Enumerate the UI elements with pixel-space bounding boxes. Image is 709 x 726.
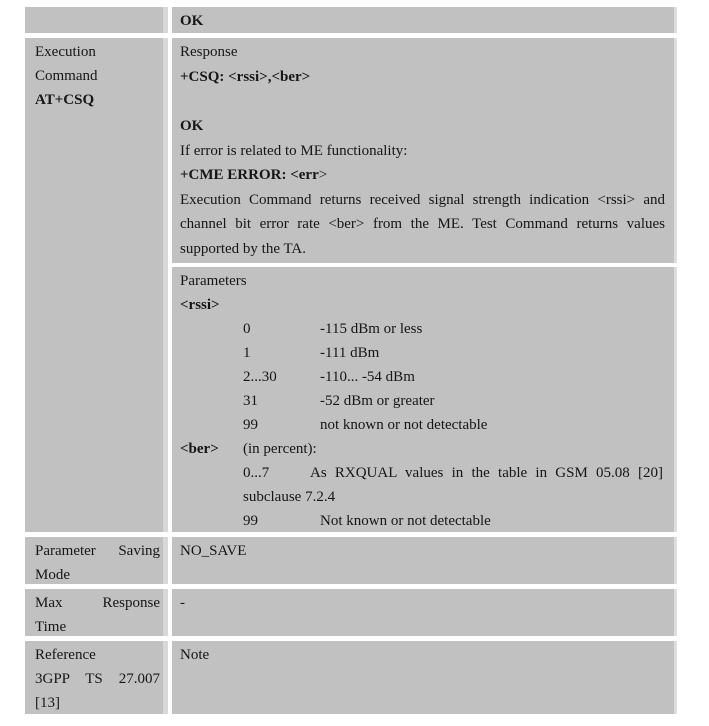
execution-label-line2: Command [35,68,98,84]
rssi-desc: -115 dBm or less [320,321,423,337]
rssi-value: 1 [243,345,251,361]
rssi-desc: -110... -54 dBm [320,369,415,385]
rssi-value: 99 [243,417,258,433]
table-cell-saving-mode-label [25,537,168,584]
saving-mode-line2: Mode [35,567,70,583]
rssi-param-label: <rssi> [180,297,220,313]
execution-label-line1: Execution [35,44,96,60]
error-code: +CME ERROR: <err [180,167,319,183]
table-cell-max-response-label [25,589,168,636]
command-description: Execution Command returns received signal strength indication <rssi> and channel bit error rate <ber> from the ME. Test Command returns values supported by the TA. [180,191,665,257]
rssi-row [180,389,665,413]
table-cell-parameters [172,267,677,532]
ber-row [180,509,665,532]
response-ok-prev: OK [180,13,204,29]
ber-desc: Not known or not detectable [320,513,491,529]
table-cell-prev-right [172,7,677,33]
rssi-value: 31 [243,393,258,409]
error-code-tail: > [318,167,328,183]
parameters-title: Parameters [180,273,247,289]
table-cell-reference-value [172,641,677,714]
max-response-value: - [180,595,185,611]
reference-line2: 3GPP TS 27.007 [35,671,160,687]
ber-value: 99 [243,513,258,529]
max-response-line2: Time [35,619,67,635]
ber-value: 0...7 [243,465,270,481]
command-name: AT+CSQ [35,92,95,108]
rssi-desc: -52 dBm or greater [320,393,435,409]
ber-row-continuation: subclause 7.2.4 [243,489,336,505]
error-intro: If error is related to ME functionality: [180,142,408,159]
reference-line1: Reference [35,647,96,663]
ber-note: (in percent): [243,441,317,457]
table-cell-saving-mode-value [172,537,677,584]
rssi-row [180,365,665,389]
saving-mode-value: NO_SAVE [180,543,247,559]
rssi-desc: not known or not detectable [320,417,488,433]
response-result: +CSQ: <rssi>,<ber> [180,68,311,85]
ber-row [180,461,665,485]
response-label: Response [180,44,238,60]
ber-param-label: <ber> [180,441,219,457]
table-cell-reference-label [25,641,168,714]
ber-desc: As RXQUAL values in the table in GSM 05.08 [20] [310,465,663,481]
table-cell-prev-left-empty [25,7,168,33]
blank-line [180,89,665,114]
rssi-row [180,341,665,365]
table-cell-response [172,38,677,263]
rssi-row [180,413,665,437]
error-code-line [180,163,665,188]
reference-line3: [13] [35,695,60,711]
rssi-value: 2...30 [243,369,277,385]
table-cell-execution-command [25,38,168,532]
table-cell-max-response-value [172,589,677,636]
saving-mode-line1: Parameter Saving [35,543,160,559]
ber-label-line [180,437,665,461]
rssi-row [180,317,665,341]
max-response-line1: Max Response [35,595,160,611]
rssi-value: 0 [243,321,251,337]
rssi-desc: -111 dBm [320,345,380,361]
reference-note: Note [180,647,210,663]
response-ok: OK [180,118,204,134]
